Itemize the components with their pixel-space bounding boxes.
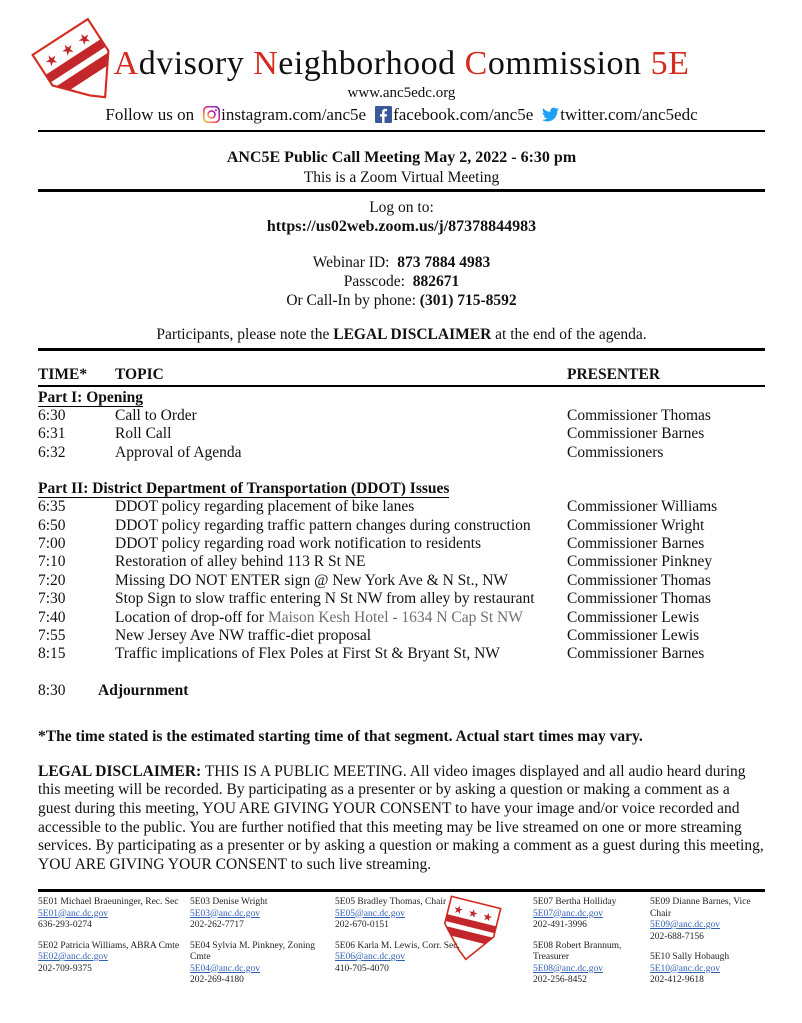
commissioner-phone: 410-705-4070 [335,963,389,974]
table-row: 8:15 Traffic implications of Flex Poles at First St & Bryant St, NW Commissioner Barnes [38,645,705,663]
commissioner-entry [650,952,765,987]
commissioner-entry [533,897,648,932]
commissioner-entry [650,897,765,943]
instagram-icon [203,106,220,123]
commissioner-phone: 636-293-0274 [38,920,92,930]
table-row: 7:00 DDOT policy regarding road work notification to residents Commissioner Barnes [38,535,705,553]
commissioner-email-link[interactable]: 5E08@anc.dc.gov [533,963,603,974]
commissioner-name: 5E02 Patricia Williams, ABRA Cmte [38,940,180,951]
part1-title: Part I: Opening [38,389,144,406]
commissioner-footer [38,889,765,985]
commissioner-name: 5E05 Bradley Thomas, Chair [335,897,447,907]
footer-column [335,897,485,984]
meeting-title: ANC5E Public Call Meeting May 2, 2022 - 6:30 pm [226,149,577,166]
commissioner-name: 5E04 Sylvia M. Pinkney, Zoning Cmte [190,940,315,962]
commissioner-email-link[interactable]: 5E02@anc.dc.gov [38,952,108,962]
callin-number: (301) 715-8592 [419,292,517,309]
passcode-label: Passcode: [343,273,405,290]
webinar-id-label: Webinar ID: [312,254,390,271]
col-header-presenter: PRESENTER [567,366,661,383]
commissioner-phone: 202-269-4180 [190,975,244,985]
commissioner-entry [38,941,188,976]
commissioner-phone: 202-709-9375 [38,963,92,974]
footer-column [38,897,188,984]
commissioner-name: 5E06 Karla M. Lewis, Corr. Sec. [335,940,460,951]
commissioner-name: 5E01 Michael Braeuninger, Rec. Sec [38,897,179,907]
commissioner-phone: 202-262-7717 [190,920,244,930]
col-header-time: TIME* [38,366,88,383]
instagram-handle: instagram.com/anc5e [221,105,367,124]
time-footnote: *The time stated is the estimated starting time of that segment. Actual start times may vary. [38,727,643,745]
page-title: Advisory Neighborhood Commission 5E [113,45,690,82]
agenda-table [38,366,765,874]
commissioner-entry [190,941,333,987]
legal-disclaimer-label: LEGAL DISCLAIMER: [38,762,202,780]
header-divider [38,130,765,132]
webinar-id-value: 873 7884 4983 [397,254,491,271]
part2-title: Part II: District Department of Transportation (DDOT) Issues [38,480,450,498]
footer-column [533,897,648,996]
logon-label: Log on to: [369,199,434,216]
commissioner-email-link[interactable]: 5E04@anc.dc.gov [190,963,260,974]
facebook-handle: facebook.com/anc5e [393,105,534,124]
commissioner-name: 5E07 Bertha Holliday [533,897,617,907]
col-header-topic: TOPIC [115,366,164,383]
commissioner-email-link[interactable]: 5E01@anc.dc.gov [38,908,108,919]
legal-disclaimer-text: THIS IS A PUBLIC MEETING. All video images displayed and all audio heard during this meeting will be recorded. By participating as a presenter or by asking a question or making a comment as a guest during this meeting, YOU ARE GIVING YOUR CONSENT to have your image and/or voice recorded and accessible to the public. You are further notified that this meeting may be live streamed on one or more streaming services. By participating as a presenter or by asking a question or making a comment as a guest during this meeting, YOU ARE GIVING YOUR CONSENT to such live streaming. [38,762,764,873]
social-links-row [38,105,765,125]
table-row: 6:30 Call to Order Commissioner Thomas [38,407,711,424]
passcode-line [38,272,765,291]
commissioner-phone: 202-688-7156 [650,931,704,942]
twitter-handle: twitter.com/anc5edc [560,105,698,124]
topic-secondary-text: Maison Kesh Hotel - 1634 N Cap St NW [267,608,523,626]
footer-column [650,897,765,996]
callin-line [38,291,765,310]
website-url: www.anc5edc.org [347,85,456,101]
table-row: 6:35 DDOT policy regarding placement of bike lanes Commissioner Williams [38,498,718,516]
table-row: 6:31 Roll Call Commissioner Barnes [38,425,705,443]
table-row: 7:30 Stop Sign to slow traffic entering N St NW from alley by restaurant Commissioner Thomas [38,590,711,608]
commissioner-email-link[interactable]: 5E09@anc.dc.gov [650,920,720,930]
meeting-divider-bottom [38,348,765,351]
table-row: 7:55 New Jersey Ave NW traffic-diet proposal Commissioner Lewis [38,627,700,645]
commissioner-name: 5E10 Sally Hobaugh [650,952,730,962]
commissioner-entry [335,941,485,976]
commissioner-entry [38,897,188,932]
participants-note: Participants, please note the LEGAL DISCLAIMER at the end of the agenda. [156,326,647,343]
commissioner-entry [533,941,648,987]
table-row: 6:50 DDOT policy regarding traffic pattern changes during construction Commissioner Wright [38,516,705,534]
commissioner-name: 5E08 Robert Brannum, Treasurer [533,940,622,962]
callin-label: Or Call-In by phone: [286,292,416,309]
adjournment-row: 8:30 Adjournment [38,681,189,699]
commissioner-entry [335,897,485,932]
commissioner-phone: 202-491-3996 [533,920,587,930]
commissioner-email-link[interactable]: 5E06@anc.dc.gov [335,952,405,962]
commissioner-phone: 202-412-9618 [650,975,704,985]
commissioner-email-link[interactable]: 5E05@anc.dc.gov [335,908,405,919]
agenda-header-row [38,366,765,387]
meeting-divider-top [38,189,765,192]
zoom-meeting-url: https://us02web.zoom.us/j/87378844983 [266,218,537,235]
commissioner-name: 5E09 Dianne Barnes, Vice Chair [650,897,751,919]
webinar-id-line [38,253,765,272]
commissioner-email-link[interactable]: 5E10@anc.dc.gov [650,963,720,974]
table-row: 6:32 Approval of Agenda Commissioners [38,443,664,461]
facebook-icon [375,106,392,123]
table-row: 7:20 Missing DO NOT ENTER sign @ New York Ave & N St., NW Commissioner Thomas [38,571,711,589]
commissioner-email-link[interactable]: 5E07@anc.dc.gov [533,908,603,919]
footer-column [190,897,333,996]
commissioner-email-link[interactable]: 5E03@anc.dc.gov [190,908,260,919]
meeting-subtitle: This is a Zoom Virtual Meeting [303,169,500,186]
table-row: 7:10 Restoration of alley behind 113 R St NE Commissioner Pinkney [38,553,713,571]
legal-disclaimer [38,763,765,875]
commissioner-phone: 202-670-0151 [335,920,389,930]
commissioner-name: 5E03 Denise Wright [190,897,268,907]
table-row: 7:40 Location of drop-off for Maison Kesh Hotel - 1634 N Cap St NW Commissioner Lewis [38,608,700,626]
twitter-icon [542,106,559,123]
commissioner-phone: 202-256-8452 [533,975,587,985]
passcode-value: 882671 [412,273,460,290]
commissioner-entry [190,897,333,932]
social-prefix: Follow us on [105,105,195,124]
